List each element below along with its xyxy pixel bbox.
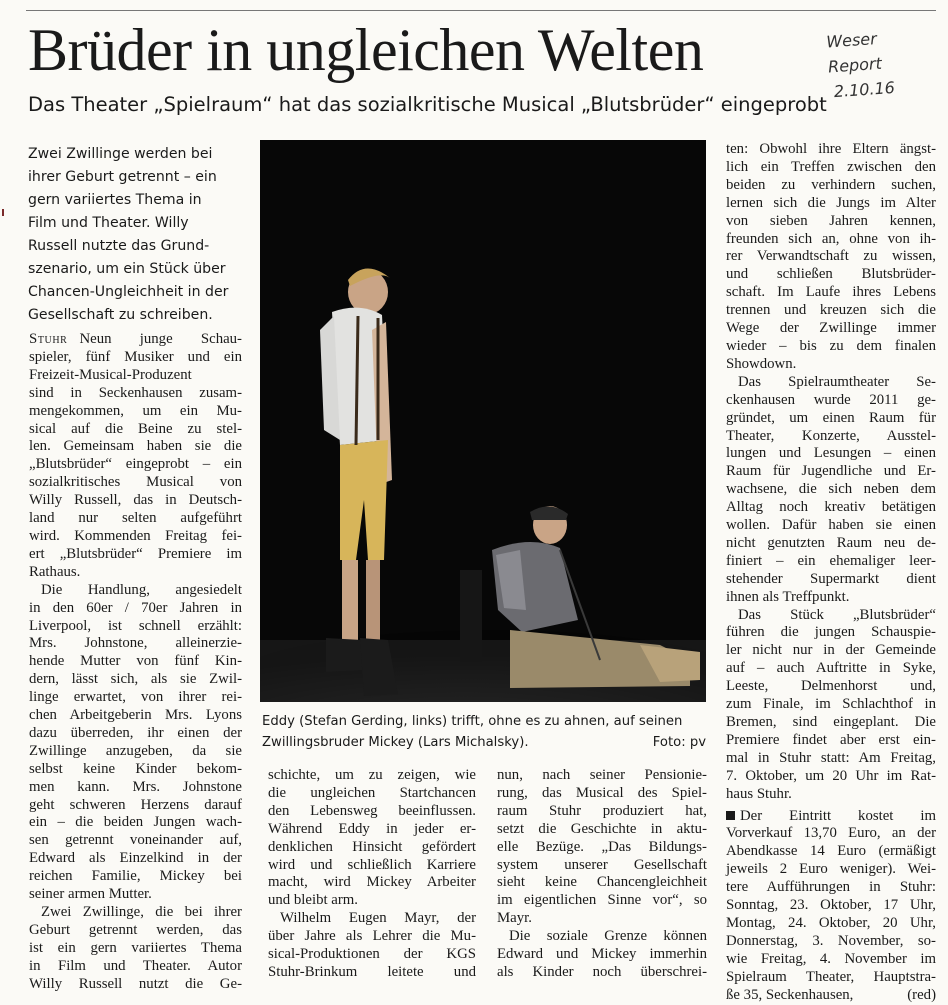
square-bullet-icon <box>726 811 735 820</box>
body-line: setzt die Geschichte in aktu- <box>497 820 707 837</box>
handwritten-publication: Weser Report <box>825 29 883 77</box>
body-line: wollen. Dafür haben sie einen <box>726 517 936 534</box>
body-line: haus Stuhr. <box>726 785 792 802</box>
body-line: auf – auch Auftritte in Syke, <box>726 660 936 677</box>
lead-line: ihrer Geburt getrennt – ein <box>28 169 217 185</box>
dateline: Stuhr <box>29 331 68 347</box>
body-line: Die soziale Grenze können <box>509 928 707 945</box>
body-line: als Kinder noch überschrei- <box>497 963 707 980</box>
body-line: sical auf die Beine zu stel- <box>29 420 242 437</box>
body-line: sozialkritisches Musical von <box>29 474 242 491</box>
body-line: Freizeit-Musical-Produzent <box>29 366 192 383</box>
body-line: und bleibt arm. <box>268 892 358 909</box>
body-column-3 <box>497 767 707 982</box>
body-line: Zwei Zwillinge, die bei ihrer <box>41 904 242 920</box>
body-line: beiden zu verhindern suchen, <box>726 176 936 193</box>
body-line: ße 35, Seckenhausen, <box>726 986 854 1003</box>
body-line: linge erwartet, von ihrer rei- <box>29 689 242 706</box>
body-line: nicht genutzten Raum neu de- <box>726 534 936 551</box>
body-line: hende Mutter von fünf Kin- <box>29 653 242 670</box>
body-line: chen Arbeitgeberin Mrs. Lyons <box>29 707 242 724</box>
body-line: Alltag noch kreativ betätigen <box>726 499 936 516</box>
body-line: freunden sich an, ohne von ih- <box>726 230 936 247</box>
body-line: Während Eddy in jeder er- <box>268 820 476 837</box>
body-line: Geburt getrennt werden, das <box>29 921 242 938</box>
subheadline: Das Theater „Spielraum“ hat das sozialkritische Musical „Blutsbrüder“ eingeprobt <box>28 93 827 116</box>
body-line: Wilhelm Eugen Mayr, der <box>280 910 476 927</box>
body-line: Sonntag, 23. Oktober, 17 Uhr, <box>726 897 936 914</box>
lead-line: gern variiertes Thema in <box>28 192 202 208</box>
info-box <box>726 808 936 987</box>
body-line: Abendkasse 14 Euro (ermäßigt <box>726 843 936 860</box>
body-line: selbst keine Kinder bekom- <box>29 760 242 777</box>
body-line: len. Gemeinsam haben sie die <box>29 438 242 455</box>
body-line: wird und schließlich Karriere <box>268 856 476 873</box>
body-line: ler nicht nur in der Gemeinde <box>726 642 936 659</box>
body-line: reichen Familie, Mickey bei <box>29 868 242 885</box>
body-line: wird. Kommenden Freitag fei- <box>29 527 242 544</box>
body-line: stehender Supermarkt dient <box>726 570 936 587</box>
body-line: Montag, 24. Oktober, 20 Uhr, <box>726 914 936 931</box>
body-line: Edward und Mickey immerhin <box>497 946 707 963</box>
body-line: ert „Blutsbrüder“ Premiere im <box>29 545 242 562</box>
body-line: sind in Seckenhausen zusam- <box>29 384 242 401</box>
body-column-2 <box>268 767 476 982</box>
body-line: Donnerstag, 3. November, so- <box>726 932 936 949</box>
body-line: macht, wird Mickey Arbeiter <box>268 874 476 891</box>
body-line: und schließen Blutsbrüder- <box>726 266 936 283</box>
body-line: tere Aufführungen in Stuhr: <box>726 879 936 896</box>
body-line: rer Verwandtschaft zu wissen, <box>726 248 936 265</box>
body-line: „Blutsbrüder“ eingeprobt – ein <box>29 456 242 473</box>
body-line: spieler, fünf Musiker und ein <box>29 348 242 365</box>
body-line: wieder – bis zu dem finalen <box>726 337 936 354</box>
body-line: Showdown. <box>726 355 797 372</box>
body-line: ten: Obwohl ihre Eltern ängst- <box>726 141 936 157</box>
body-line: Neun junge Schau- <box>79 331 242 347</box>
body-line: führen die jungen Schauspie- <box>726 624 936 641</box>
body-line: jeweils 2 Euro weniger). Wei- <box>726 861 936 878</box>
body-line: nun, nach seiner Pensionie- <box>497 767 707 783</box>
body-line: schaft. Im Laufe ihres Lebens <box>726 284 936 301</box>
body-line: sical-Produktionen der KGS <box>268 946 476 963</box>
body-line: die ungleichen Startchancen <box>268 784 476 801</box>
body-line: dazu überreden, ihr einen der <box>29 724 242 741</box>
body-line: in den 60er / 70er Jahren in <box>29 599 242 616</box>
body-line: rung, das Musical des Spiel- <box>497 784 707 801</box>
caption-line: Zwillingsbruder Mickey (Lars Michalsky). <box>262 735 529 750</box>
photo-caption <box>262 711 706 753</box>
body-line: elle Bezüge. „Das Bildungs- <box>497 838 707 855</box>
body-line: Der Eintritt kostet im <box>740 807 936 824</box>
lead-paragraph <box>28 143 250 327</box>
stage-photo-illustration <box>260 140 706 702</box>
body-line: ist ein gern variiertes Thema <box>29 939 242 956</box>
lead-line: Zwei Zwillinge werden bei <box>28 146 213 162</box>
body-line: system unserer Gesellschaft <box>497 856 707 873</box>
body-line: sen getrennt voneinander auf, <box>29 832 242 849</box>
body-line: Spielraum Theater, Hauptstra- <box>726 968 936 985</box>
margin-mark <box>2 209 4 216</box>
body-line: Vorverkauf 13,70 Euro, an der <box>726 825 936 842</box>
body-line: schichte, um zu zeigen, wie <box>268 767 476 783</box>
body-line: land nur selten aufgeführt <box>29 510 242 527</box>
body-line: zum Finale, im Schlachthof in <box>726 696 936 713</box>
handwritten-source-note <box>826 23 931 105</box>
body-line: Das Stück „Blutsbrüder“ <box>738 606 936 623</box>
body-line: wie Freitag, 4. November im <box>726 950 936 967</box>
body-column-4 <box>726 141 936 1005</box>
lead-line: Russell nutzte das Grund- <box>28 238 210 254</box>
body-line: geht schweren Herzens darauf <box>29 796 242 813</box>
body-line: men kann. Mrs. Johnstone <box>29 778 242 795</box>
body-line: von sieben Jahren kennen, <box>726 212 936 229</box>
body-line: Wege der Zwillinge immer <box>726 320 936 337</box>
body-line: im eigentlichen Sinne vor“, so <box>497 892 707 909</box>
body-line: lich ein Treffen zwischen den <box>726 158 936 175</box>
body-line: über Jahre als Lehrer die Mu- <box>268 928 476 945</box>
body-line: sieht keine Chancengleichheit <box>497 874 707 891</box>
stage-photo <box>260 140 706 702</box>
lead-line: Gesellschaft zu schreiben. <box>28 307 213 323</box>
caption-line: Eddy (Stefan Gerding, links) trifft, ohne es zu ahnen, auf seinen <box>262 714 683 729</box>
body-line: Zwillinge anzugeben, da sie <box>29 742 242 759</box>
body-line: Edward als Einzelkind in der <box>29 850 242 867</box>
body-line: Bremen, sind eingeplant. Die <box>726 714 936 730</box>
body-line: Willy Russell nutzt die Ge- <box>29 975 242 992</box>
body-line: mal in Stuhr statt: Am Freitag, <box>726 749 936 766</box>
body-line: wachsene, die sich neben dem <box>726 481 936 498</box>
body-line: den Lebensweg beeinflussen. <box>268 802 476 819</box>
body-line: raum Stuhr produziert hat, <box>497 802 707 819</box>
body-line: dern, lässt sich, als sie Zwil- <box>29 671 242 688</box>
body-line: Raum für Jugendliche und Er- <box>726 463 936 480</box>
lead-line: Film und Theater. Willy <box>28 215 189 231</box>
lead-line: Chancen-Ungleichheit in der <box>28 284 229 300</box>
top-rule <box>26 10 936 11</box>
body-column-1 <box>29 331 242 994</box>
body-line: 7. Oktober, um 20 Uhr im Rat- <box>726 767 936 784</box>
body-line: finiert – ein ehemaliger leer- <box>726 552 936 569</box>
body-line: Premiere findet aber erst ein- <box>726 731 936 748</box>
body-line: Mayr. <box>497 910 532 927</box>
body-line: mengekommen, um ein Mu- <box>29 402 242 419</box>
body-line: trennen und kreuzen sich die <box>726 302 936 319</box>
body-line: gründet, um einen Raum für <box>726 409 936 426</box>
body-line: Leeste, Delmenhorst und, <box>726 678 936 695</box>
body-line: lernen sich die Jungs im Alter <box>726 194 936 211</box>
author-signature: (red) <box>907 986 936 1003</box>
body-line: seiner armen Mutter. <box>29 886 152 903</box>
body-line: Theater, Konzerte, Ausstel- <box>726 427 936 444</box>
body-line: ihnen als Treffpunkt. <box>726 588 850 605</box>
body-line: Mrs. Johnstone, alleinerzie- <box>29 635 242 652</box>
body-line: in Film und Theater. Autor <box>29 957 242 974</box>
body-line: Stuhr-Brinkum leitete und <box>268 963 476 980</box>
lead-line: szenario, um ein Stück über <box>28 261 226 277</box>
body-line: lungen und Lesungen – einen <box>726 445 936 462</box>
body-line: Das Spielraumtheater Se- <box>738 373 936 390</box>
body-line: ckenhausen wurde 2011 ge- <box>726 391 936 408</box>
photo-credit: Foto: pv <box>652 735 706 750</box>
body-line: Willy Russell, das in Deutsch- <box>29 492 242 509</box>
body-line: Rathaus. <box>29 563 81 580</box>
body-line: denklichen Hinsicht gefördert <box>268 838 476 855</box>
body-line: Die Handlung, angesiedelt <box>41 581 242 598</box>
body-line: Liverpool, ist schnell erzählt: <box>29 617 242 634</box>
headline: Brüder in ungleichen Welten <box>28 17 704 83</box>
body-line: ein – die beiden Jungen wach- <box>29 814 242 831</box>
handwritten-date: 2.10.16 <box>833 77 896 102</box>
